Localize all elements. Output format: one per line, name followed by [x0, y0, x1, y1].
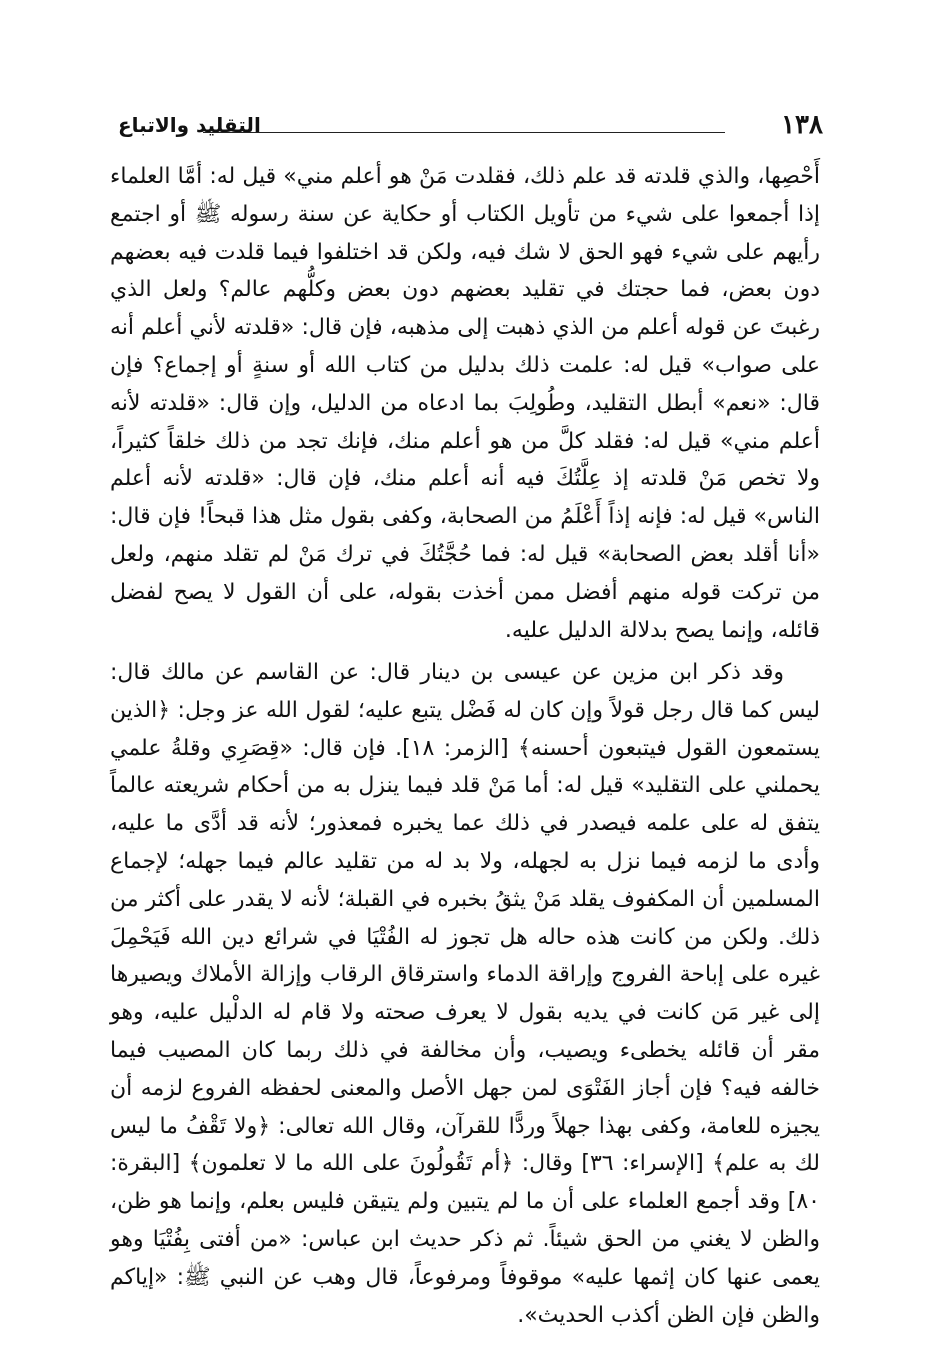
page-header [118, 108, 823, 142]
body-paragraph-1: أَحْصِها، والذي قلدته قد علم ذلك، فقلدت مَنْ هو أعلم مني» قيل له: أمَّا العلماء إذا أجمعوا على شيء من تأويل الكتاب أو حكاية عن سنة رسوله ﷺ أو اجتمع رأيهم على شيء فهو الحق لا شك فيه، ولكن قد اختلفوا فيما قلدت فيه بعضهم دون بعض، فما حجتك في تقليد بعضهم دون بعض وكلُّهم عالم؟ ولعل الذي رغبتَ عن قوله أعلم من الذي ذهبت إلى مذهبه، فإن قال: «قلدته لأني أعلم أنه على صواب» قيل له: علمت ذلك بدليل من كتاب الله أو سنةٍ أو إجماع؟ فإن قال: «نعم» أبطل التقليد، وطُولِبَ بما ادعاه من الدليل، وإن قال: «قلدته لأنه أعلم مني» قيل له: فقلد كلَّ من هو أعلم منك، فإنك تجد من ذلك خلقاً كثيراً، ولا تخص مَنْ قلدته إذ عِلَّتُكَ فيه أنه أعلم منك، فإن قال: «قلدته لأنه أعلم الناس» قيل له: فإنه إذاً أَعْلَمُ من الصحابة، وكفى بقول مثل هذا قبحاً! فإن قال: «أنا أقلد بعض الصحابة» قيل له: فما حُجَّتُكَ في ترك مَنْ لم تقلد منهم، ولعل من تركت قوله منهم أفضل ممن أخذت بقوله، على أن القول لا يصح لفضل قائله، وإنما يصح بدلالة الدليل عليه. [110, 164, 820, 643]
header-rule [203, 132, 725, 133]
page-number: ١٣٨ [781, 110, 823, 140]
running-title: التقليد والاتباع [118, 113, 261, 137]
body-paragraph-2: وقد ذكر ابن مزين عن عيسى بن دينار قال: عن القاسم عن مالك قال: ليس كما قال رجل قولاً وإن كان له فَضْل يتبع عليه؛ لقول الله عز وجل: ﴿الذين يستمعون القول فيتبعون أحسنه﴾ [الزمر: ١٨]. فإن قال: «قِصَرِي وقلةُ علمي يحملني على التقليد» قيل له: أما مَنْ قلد فيما ينزل به من أحكام شريعته عالماً يتفق له على علمه فيصدر في ذلك عما يخبره فمعذور؛ لأنه قد أدَّى ما عليه، وأدى ما لزمه فيما نزل به لجهله، ولا بد له من تقليد عالم فيما جهله؛ لإجماع المسلمين أن المكفوف يقلد مَنْ يثقُ بخبره في القبلة؛ لأنه لا يقدر على أكثر من ذلك. ولكن من كانت هذه حاله هل تجوز له الفُتْيَا في شرائع دين الله فَيَحْمِلَ غيره على إباحة الفروج وإراقة الدماء واسترقاق الرقاب وإزالة الأملاك ويصيرها إلى غير مَن كانت في يديه بقول لا يعرف صحته ولا قام له الدلْيل عليه، وهو مقر أن قائله يخطىء ويصيب، وأن مخالفة في ذلك ربما كان المصيب فيما خالفه فيه؟ فإن أجاز الفَتْوَى لمن جهل الأصل والمعنى لحفظه الفروع لزمه أن يجيزه للعامة، وكفى بهذا جهلاً وردًّا للقرآن، وقال الله تعالى: ﴿ولا تَقْفُ ما ليس لك به علم﴾ [الإسراء: ٣٦] وقال: ﴿أم تَقُولُونَ على الله ما لا تعلمون﴾ [البقرة: ٨٠] وقد أجمع العلماء على أن ما لم يتبين ولم يتيقن فليس بعلم، وإنما هو ظن، والظن لا يغني من الحق شيئاً. ثم ذكر حديث ابن عباس: «من أفتى بِفُتْيَا وهو يعمى عنها كان إثمها عليه» موقوفاً ومرفوعاً، قال وهب عن النبي ﷺ: «إياكم والظن فإن الظن أكذب الحديث». [110, 660, 820, 1328]
